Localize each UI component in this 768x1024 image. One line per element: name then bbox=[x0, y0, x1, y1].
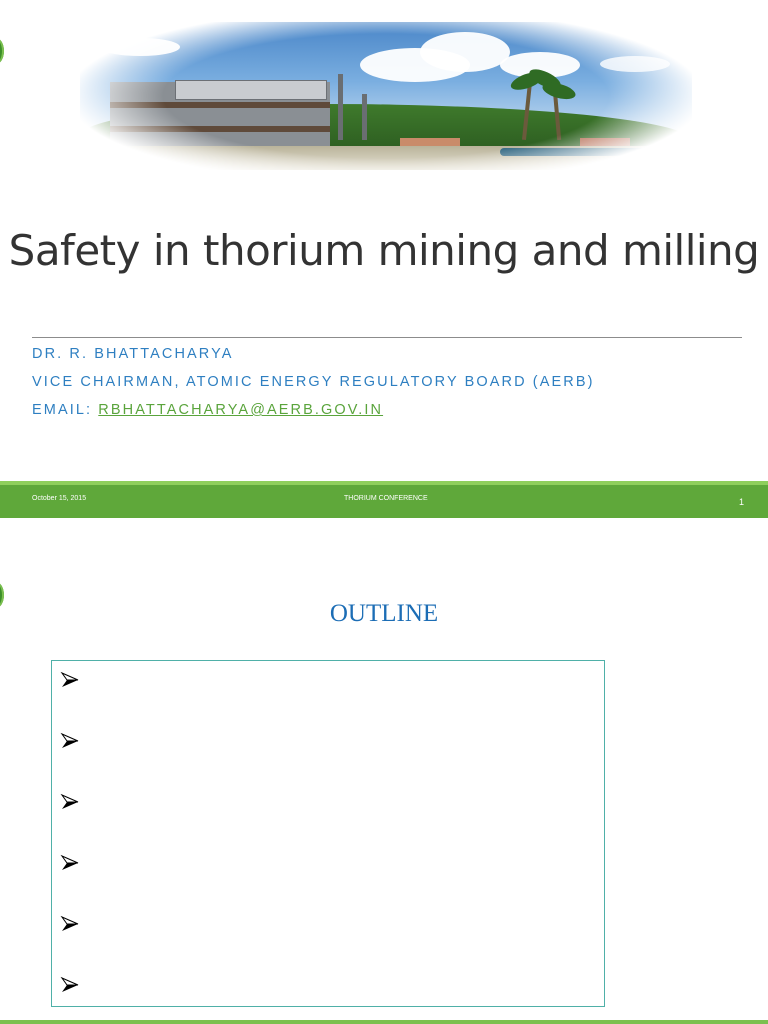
page-number: 1 bbox=[738, 497, 744, 507]
arrow-bullet-icon bbox=[60, 792, 80, 812]
banner-photo bbox=[80, 22, 692, 170]
email-label: EMAIL: bbox=[32, 402, 99, 418]
bottom-accent-bar bbox=[0, 1020, 768, 1024]
slide-gap bbox=[0, 518, 768, 540]
arrow-bullet-icon bbox=[60, 914, 80, 934]
slide-title: Safety in thorium mining and milling bbox=[8, 226, 760, 275]
footer-date: October 15, 2015 bbox=[32, 495, 87, 502]
arrow-bullet-icon bbox=[60, 670, 80, 690]
corner-decoration bbox=[0, 38, 4, 64]
divider bbox=[32, 337, 742, 338]
arrow-bullet-icon bbox=[60, 731, 80, 751]
outline-title: OUTLINE bbox=[329, 600, 439, 627]
arrow-bullet-icon bbox=[60, 853, 80, 873]
email-line bbox=[32, 402, 383, 418]
arrow-bullet-icon bbox=[60, 975, 80, 995]
author-position: VICE CHAIRMAN, ATOMIC ENERGY REGULATORY BOARD (AERB) bbox=[32, 374, 595, 390]
email-link[interactable]: RBHATTACHARYA@AERB.GOV.IN bbox=[98, 402, 384, 418]
footer-event: THORIUM CONFERENCE bbox=[344, 495, 428, 502]
outline-box bbox=[51, 660, 605, 1007]
author-name: DR. R. BHATTACHARYA bbox=[32, 346, 234, 362]
